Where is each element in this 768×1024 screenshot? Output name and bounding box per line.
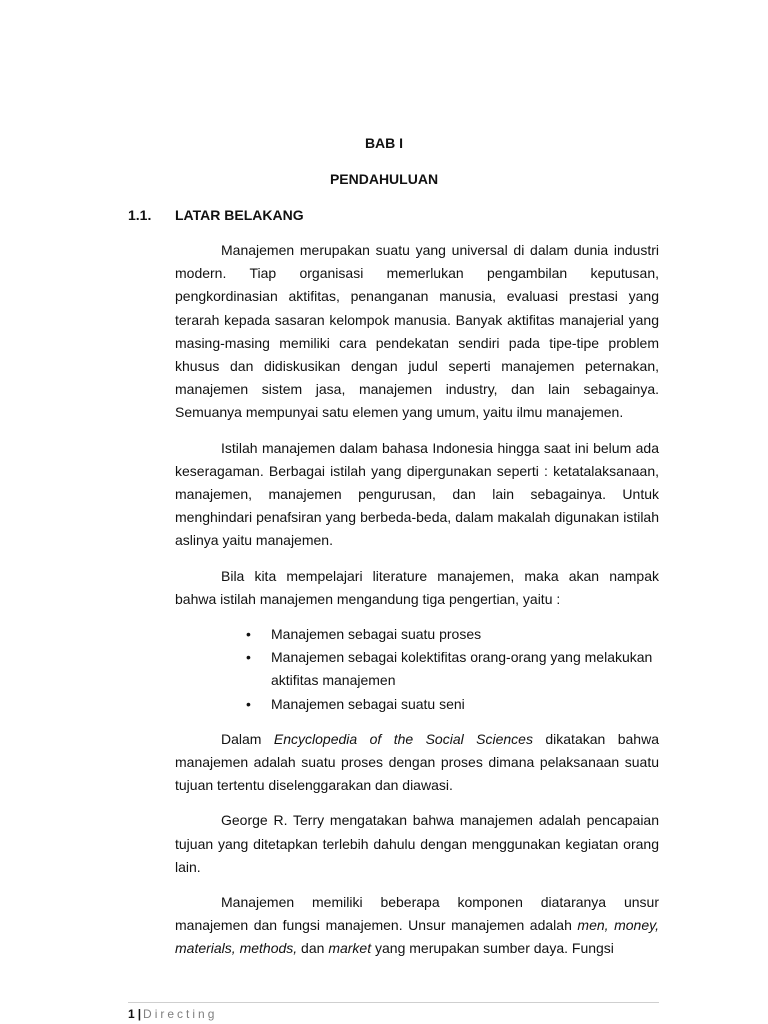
bullet-icon: • [246, 649, 251, 666]
paragraph-2: Istilah manajemen dalam bahasa Indonesia hingga saat ini belum ada keseragaman. Berbagai istilah yang dipergunakan seperti : ketatalaksanaan, manajemen, manajemen pengurusan, dan lain sebagainya. Untuk menghindari penafsiran yang berbeda-beda, dalam makalah digunakan istilah aslinya yaitu manajemen. [175, 439, 659, 549]
paragraph-6-lead: Manajemen memiliki beberapa komponen diataranya unsur manajemen dan fungsi manajemen. Unsur manajemen adalah [175, 894, 659, 934]
definition-list [175, 623, 659, 716]
bullet-icon: • [246, 626, 251, 643]
paragraph-3: Bila kita mempelajari literature manajemen, maka akan nampak bahwa istilah manajemen mengandung tiga pengertian, yaitu : [175, 567, 659, 607]
page-number: 1 [128, 1007, 135, 1021]
list-item [246, 693, 659, 716]
paragraph-4-lead: Dalam [221, 730, 274, 747]
paragraph-6-and: dan [297, 940, 329, 957]
footer-separator: | [137, 1007, 142, 1021]
list-item-text: Manajemen sebagai kolektifitas orang-orang yang melakukan aktifitas manajemen [271, 649, 653, 689]
paragraph-4 [175, 728, 659, 798]
section-title: LATAR BELAKANG [175, 207, 304, 223]
page-footer [128, 1002, 659, 1022]
list-item [246, 646, 659, 692]
list-item-text: Manajemen sebagai suatu proses [271, 626, 482, 643]
paragraph-6 [175, 891, 659, 961]
list-item [246, 623, 659, 646]
chapter-subtitle: PENDAHULUAN [329, 171, 439, 187]
paragraph-5: George R. Terry mengatakan bahwa manajemen adalah pencapaian tujuan yang ditetapkan terlebih dahulu dengan menggunakan kegiatan orang lain. [175, 812, 659, 875]
resource-terms: men, money, materials, methods, [175, 917, 659, 957]
chapter-title: BAB I [364, 135, 404, 151]
paragraph-1: Manajemen merupakan suatu yang universal di dalam dunia industri modern. Tiap organisasi memerlukan pengambilan keputusan, pengkordinasian aktifitas, penanganan manusia, evaluasi prestasi yang terarah kepada sasaran kelompok manusia. Banyak aktifitas manajerial yang masing-masing memiliki cara pendekatan sendiri pada tipe-tipe problem khusus dan didiskusikan dengan judul seperti manajemen peternakan, manajemen sistem jasa, manajemen industry, dan lain sebagainya. Semuanya mempunyai satu elemen yang umum, yaitu ilmu manajemen. [175, 242, 659, 421]
list-item-text: Manajemen sebagai suatu seni [271, 695, 465, 712]
paragraph-4-rest: dikatakan bahwa manajemen adalah suatu proses dengan proses dimana pelaksanaan suatu tujuan tertentu diselenggarakan dan diawasi. [175, 730, 659, 794]
footer-title: Directing [143, 1007, 218, 1021]
bullet-icon: • [246, 695, 251, 712]
encyclopedia-title: Encyclopedia of the Social Sciences [273, 730, 533, 747]
market-term: market [328, 940, 372, 957]
section-number: 1.1. [128, 207, 152, 223]
body-text [175, 239, 659, 973]
paragraph-6-rest: yang merupakan sumber daya. Fungsi [371, 940, 614, 957]
